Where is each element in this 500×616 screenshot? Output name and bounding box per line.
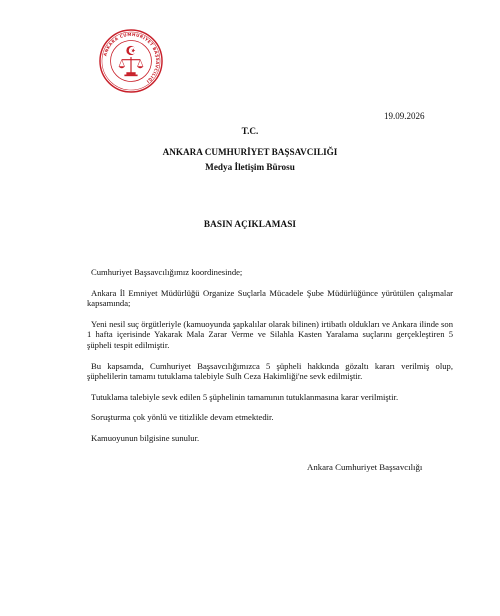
paragraph: Yeni nesil suç örgütleriyle (kamuoyunda şapkalılar olarak bilinen) irtibatlı oldukları ve Ankara ilinde son 1 hafta içerisinde Yakarak Mala Zarar Verme ve Silahla Kasten Yaralama suçlarını gerçekleştiren 5 şüpheli tespit edilmiştir. [87, 318, 453, 350]
header-organization: ANKARA CUMHURİYET BAŞSAVCILIĞI [162, 147, 338, 157]
header-tc: T.C. [241, 126, 259, 136]
prosecutor-seal-icon [98, 28, 164, 94]
paragraph: Cumhuriyet Başsavcılığımız koordinesinde; [91, 267, 243, 277]
paragraph: Ankara İl Emniyet Müdürlüğü Organize Suçlarla Mücadele Şube Müdürlüğünce yürütülen çalışmalar kapsamında; [87, 287, 453, 309]
header-unit: Medya İletişim Bürosu [205, 162, 295, 172]
paragraph: Soruşturma çok yönlü ve titizlikle devam etmektedir. [91, 412, 274, 423]
signature: Ankara Cumhuriyet Başsavcılığı [307, 462, 423, 472]
paragraph: Kamuoyunun bilgisine sunulur. [91, 432, 200, 443]
paragraph: Bu kapsamda, Cumhuriyet Başsavcılığımızca 5 şüpheli hakkında gözaltı kararı verilmiş olup, şüphelilerin tamamı tutuklama talebiyle Sulh Ceza Hakimliği'ne sevk edilmiştir. [87, 360, 453, 382]
document-title: BASIN AÇIKLAMASI [203, 219, 297, 229]
document-date: 19.09.2026 [384, 111, 425, 121]
paragraph: Tutuklama talebiyle sevk edilen 5 şüphelinin tamamının tutuklanmasına karar verilmiştir. [91, 391, 399, 402]
seal-text: ANKARA CUMHURİYET BAŞSAVCILIĞI [102, 31, 161, 85]
document-body [87, 267, 453, 454]
